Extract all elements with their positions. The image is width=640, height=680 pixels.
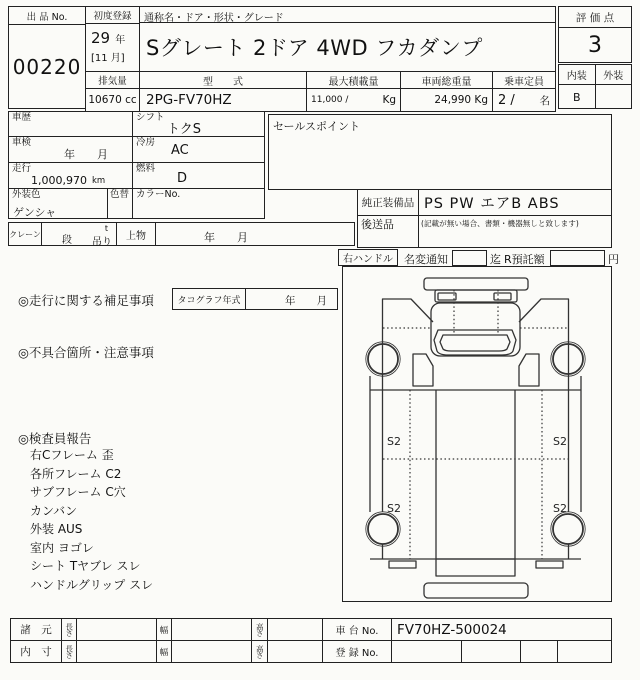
- height-label-cell: [251, 618, 268, 641]
- inner-width-label: 幅: [156, 640, 172, 663]
- rear-bumper: [424, 583, 528, 598]
- registration-no-cell-3: [520, 640, 558, 663]
- truck-top-view-diagram: [343, 267, 610, 600]
- first-registration-box: [85, 6, 140, 72]
- inner-height-value-cell: [267, 640, 323, 663]
- tachograph-label: タコグラフ年式: [172, 288, 246, 310]
- exterior-color-cell: [8, 188, 108, 219]
- mileage-label: 走行: [12, 163, 32, 174]
- registration-no-cell-4: [557, 640, 612, 663]
- name-change-date-box: [452, 250, 487, 266]
- defects-heading: ◎不具合箇所・注意事項: [18, 345, 154, 360]
- crane-label-cell: [8, 222, 42, 246]
- exterior-label: 外装: [603, 71, 624, 82]
- body-label-cell: [116, 222, 156, 246]
- tailgate: [436, 559, 515, 576]
- rear-right-wheel: [553, 514, 583, 544]
- interior-label: 内装: [559, 65, 596, 84]
- body-date-cell: [155, 222, 355, 246]
- yen-label: 円: [608, 253, 619, 266]
- grade-box: [558, 64, 632, 109]
- registration-no-cell-2: [461, 640, 521, 663]
- damage-mark-s2: S2: [387, 435, 401, 448]
- gross-weight-label: 車両総重量: [400, 71, 493, 89]
- aftersend-note-cell: [418, 215, 612, 248]
- history-label: 車歴: [12, 112, 32, 123]
- score-label: 評 価 点: [559, 7, 631, 28]
- crane-lift-label: 吊り: [92, 237, 112, 248]
- height-value-cell: [267, 618, 323, 641]
- damage-mark-s2: S2: [553, 502, 567, 515]
- displacement-label: 排気量: [85, 71, 140, 89]
- registration-no-cell-1: [391, 640, 462, 663]
- score-box: [558, 6, 632, 63]
- lot-number-label: 出 品 No.: [9, 7, 85, 25]
- capacity-label: 乗車定員: [492, 71, 556, 89]
- inspector-report-item: カンバン: [30, 503, 78, 518]
- inspector-report-heading: ◎検査員報告: [18, 431, 92, 446]
- first-registration-year-unit: 年: [115, 35, 126, 46]
- handle-position-badge: 右ハンドル: [338, 249, 398, 266]
- sales-point-label: セールスポイント: [273, 120, 361, 133]
- damage-marks: [387, 435, 567, 515]
- capacity-unit: 名: [539, 94, 550, 107]
- inspection-value: 年 月: [64, 148, 108, 161]
- damage-mark-s2: S2: [553, 435, 567, 448]
- length-label-cell: [61, 618, 77, 641]
- crane-label: クレーン: [9, 229, 41, 239]
- vehicle-name-value: Sグレート 2ドア 4WD フカダンプ: [139, 22, 556, 72]
- inner-width-value-cell: [171, 640, 252, 663]
- inspector-report-item: シート Tヤブレ スレ: [30, 559, 141, 573]
- mileage-value: 1,000,970: [31, 174, 87, 187]
- shift-cell: [132, 111, 265, 137]
- damage-mark-s2: S2: [387, 502, 401, 515]
- inspection-label: 車検: [12, 137, 32, 148]
- aircon-cell: [132, 136, 265, 163]
- mileage-supplement-heading: ◎走行に関する補足事項: [18, 293, 154, 308]
- chassis-no-label: 車 台 No.: [322, 618, 392, 641]
- damage-diagram-box: [342, 266, 612, 602]
- exterior-color-label: 外装色: [12, 189, 41, 200]
- model-value: 2PG-FV70HZ: [139, 88, 307, 112]
- width-label: 幅: [156, 618, 172, 641]
- shift-value: トクS: [167, 122, 201, 137]
- mileage-unit: km: [92, 176, 106, 186]
- name-change-label: 名変通知: [404, 253, 448, 266]
- aircon-label: 冷房: [136, 137, 156, 148]
- gross-weight-value: 24,990 Kg: [400, 88, 493, 112]
- inner-length-label-cell: [61, 640, 77, 663]
- history-cell: [8, 111, 133, 137]
- exterior-grade: [596, 85, 632, 109]
- body-label: 上物: [126, 230, 146, 242]
- inspection-cell: [8, 136, 133, 163]
- interior-grade: B: [559, 85, 596, 109]
- max-load-label: 最大積載量: [306, 71, 401, 89]
- model-label: 型 式: [139, 71, 307, 89]
- lot-number-value: 00220: [12, 55, 82, 79]
- body-date-value: 年 月: [204, 231, 248, 244]
- rear-left-wheel: [368, 514, 398, 544]
- width-value-cell: [171, 618, 252, 641]
- color-no-label: カラーNo.: [136, 189, 181, 200]
- recycle-deposit-box: [550, 250, 605, 266]
- length-label: 長さ: [64, 623, 74, 636]
- fuel-cell: [132, 162, 265, 189]
- inner-dimensions-label: 内 寸: [10, 640, 62, 663]
- color-change-cell: [107, 188, 133, 219]
- tachograph-value-cell: [245, 288, 338, 310]
- inspector-report-item: ハンドルグリップ スレ: [30, 577, 154, 592]
- dimensions-label: 諸 元: [10, 618, 62, 641]
- height-label: 高さ: [255, 623, 265, 636]
- color-change-label: 色替: [110, 189, 130, 200]
- until-label: 迄: [490, 253, 501, 266]
- mileage-cell: [8, 162, 133, 189]
- inner-height-label: 高さ: [255, 645, 265, 658]
- tachograph-value: 年 月: [285, 295, 327, 307]
- crane-step-label: 段: [62, 235, 72, 246]
- registration-no-label: 登 録 No.: [322, 640, 392, 663]
- color-no-cell: [132, 188, 265, 219]
- displacement-value: 10670 cc: [85, 88, 140, 112]
- crane-value-cell: [41, 222, 117, 246]
- vehicle-name-header: 通称名・ドア・形状・グレード: [139, 6, 556, 23]
- aftersend-label-cell: [357, 215, 419, 248]
- capacity-value: 2 /: [498, 92, 515, 108]
- front-bumper: [424, 278, 528, 290]
- inspector-report-list: [30, 446, 330, 594]
- fuel-label: 燃料: [136, 163, 156, 174]
- aircon-value: AC: [171, 143, 189, 158]
- fuel-value: D: [177, 171, 188, 186]
- recycle-deposit-label: R預託額: [504, 253, 545, 266]
- inner-length-label: 長さ: [64, 645, 74, 658]
- inner-length-value-cell: [76, 640, 157, 663]
- oem-equipment-label: 純正装備品: [357, 189, 419, 216]
- first-registration-label: 初度登録: [86, 7, 139, 24]
- inspector-report-item: 各所フレーム C2: [30, 466, 122, 481]
- first-registration-month: [11 月]: [91, 53, 125, 64]
- score-value: 3: [588, 33, 602, 58]
- aftersend-note: (記載が無い場合、書類・機器無しと致します): [421, 219, 579, 228]
- sales-point-box: [268, 114, 612, 190]
- max-load-unit: Kg: [382, 94, 396, 106]
- lot-number-box: [8, 6, 86, 109]
- oem-equipment-value: PS PW エアB ABS: [418, 189, 612, 216]
- aftersend-label: 後送品: [361, 218, 394, 231]
- inner-height-label-cell: [251, 640, 268, 663]
- shift-label: シフト: [136, 112, 165, 123]
- crane-ton-label: t: [104, 224, 108, 233]
- inspector-report-item: サブフレーム C穴: [30, 485, 126, 499]
- first-registration-year: 29: [91, 29, 111, 47]
- inspector-report-item: 右Cフレーム 歪: [30, 448, 114, 462]
- chassis-no-value: FV70HZ-500024: [391, 618, 612, 641]
- exterior-color-value: ゲンシャ: [13, 206, 57, 219]
- inspector-report-item: 外装 AUS: [30, 522, 83, 536]
- inspector-report-item: 室内 ヨゴレ: [30, 540, 94, 555]
- length-value-cell: [76, 618, 157, 641]
- max-load-value: 11,000 /: [311, 95, 349, 105]
